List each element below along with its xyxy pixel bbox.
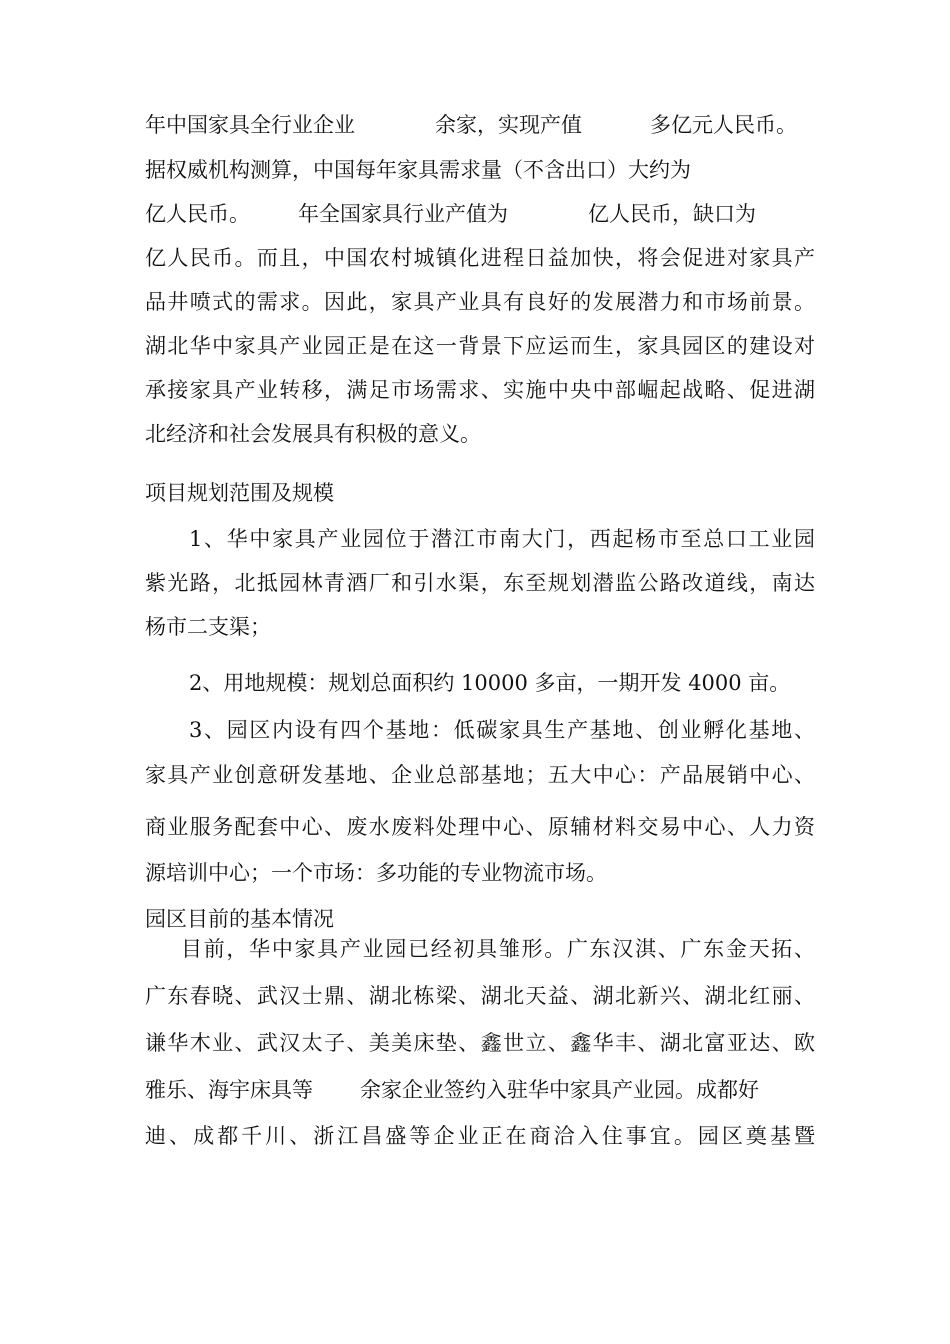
text-segment: 余家企业签约入驻华中家具产业园。成都好 [360, 1078, 759, 1102]
paragraph-line: 北经济和社会发展具有积极的意义。 [145, 422, 481, 446]
paragraph-line: 杨市二支渠； [145, 615, 271, 639]
paragraph-line: 家具产业创意研发基地、企业总部基地；五大中心：产品展销中心、 [145, 763, 815, 787]
text-segment: 亿人民币，缺口为 [588, 202, 756, 226]
paragraph-line [145, 201, 815, 227]
paragraph-line: 亿人民币。而且，中国农村城镇化进程日益加快，将会促进对家具产 [145, 246, 815, 270]
paragraph-line: 源培训中心；一个市场：多功能的专业物流市场。 [145, 861, 607, 885]
paragraph-line: 商业服务配套中心、废水废料处理中心、原辅材料交易中心、人力资 [145, 815, 815, 839]
text-segment: 雅乐、海宇床具等 [145, 1078, 313, 1102]
paragraph-line [145, 157, 815, 183]
paragraph-line: 紫光路，北抵园林青酒厂和引水渠，东至规划潜监公路改道线，南达 [145, 571, 815, 595]
paragraph-line: 谦华木业、武汉太子、美美床垫、鑫世立、鑫华丰、湖北富亚达、欧 [145, 1031, 815, 1055]
text-segment: 年全国家具行业产值为 [298, 202, 508, 226]
text-segment: 据权威机构测算，中国每年家具需求量（不含出口）大约为 [145, 158, 691, 182]
paragraph-line: 1、华中家具产业园位于潜江市南大门，西起杨市至总口工业园 [189, 527, 815, 551]
paragraph-line: 承接家具产业转移，满足市场需求、实施中央中部崛起战略、促进湖 [145, 378, 815, 402]
section-heading: 园区目前的基本情况 [145, 907, 334, 931]
text-segment: 年中国家具全行业企业 [145, 113, 355, 137]
text-segment: 亿人民币。 [145, 202, 250, 226]
paragraph-line: 3、园区内设有四个基地：低碳家具生产基地、创业孵化基地、 [189, 718, 815, 742]
paragraph-line: 广东春晓、武汉士鼎、湖北栋梁、湖北天益、湖北新兴、湖北红丽、 [145, 984, 815, 1008]
text-segment: 余家，实现产值 [435, 113, 582, 137]
paragraph-line: 品井喷式的需求。因此，家具产业具有良好的发展潜力和市场前景。 [145, 290, 815, 314]
paragraph-line: 迪、成都千川、浙江昌盛等企业正在商洽入住事宜。园区奠基暨 [145, 1124, 815, 1148]
text-segment: 多亿元人民币。 [650, 113, 797, 137]
section-heading: 项目规划范围及规模 [145, 481, 334, 505]
paragraph-line [145, 1077, 815, 1103]
paragraph-line [145, 112, 815, 138]
paragraph-line: 湖北华中家具产业园正是在这一背景下应运而生，家具园区的建设对 [145, 334, 815, 358]
paragraph-line: 目前，华中家具产业园已经初具雏形。广东汉淇、广东金天拓、 [181, 937, 815, 961]
paragraph-line: 2、用地规模：规划总面积约 10000 多亩，一期开发 4000 亩。 [189, 671, 791, 695]
